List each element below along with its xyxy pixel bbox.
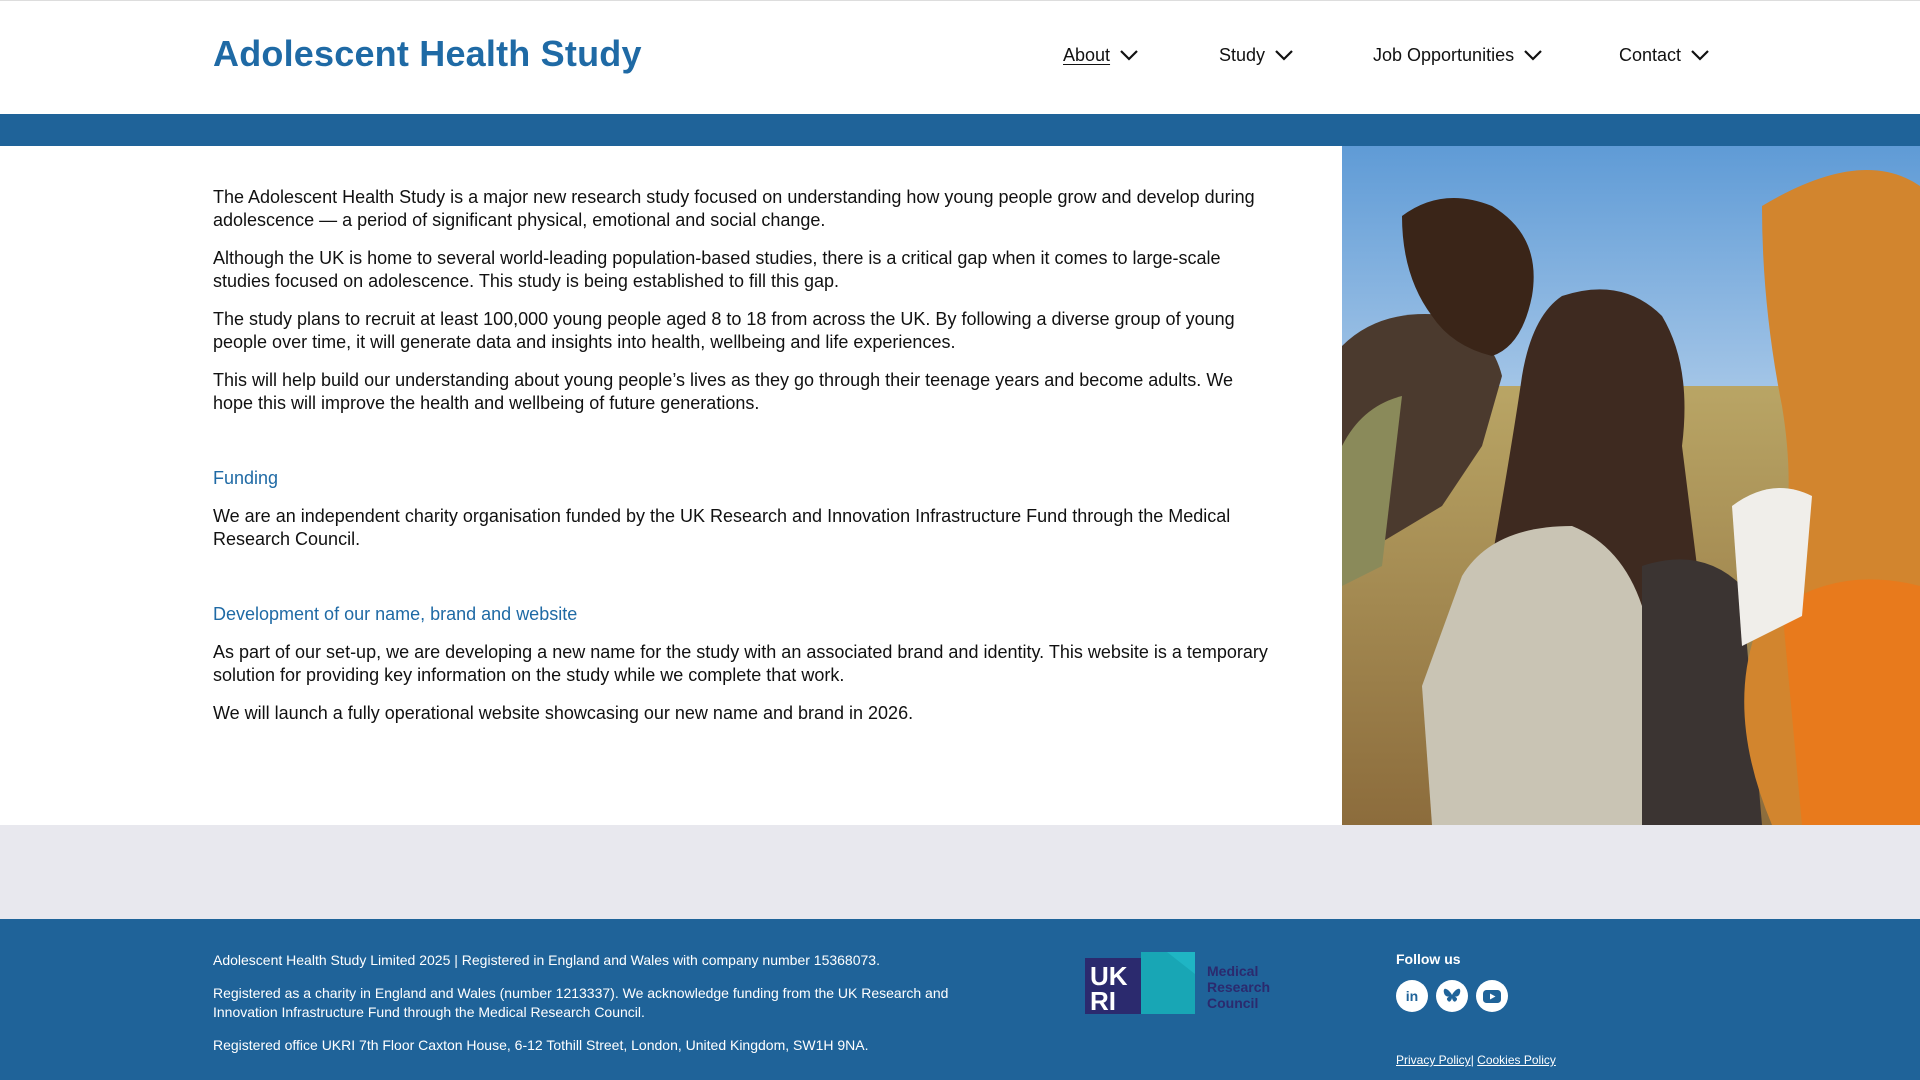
site-logo-link[interactable]: Adolescent Health Study [213,33,642,74]
development-paragraph-2: We will launch a fully operational website showcasing our new name and brand in 2026. [213,703,914,723]
nav-label-job-opportunities: Job Opportunities [1373,45,1515,65]
policy-separator: | [1470,1053,1474,1067]
footer-company-line: Adolescent Health Study Limited 2025 | Registered in England and Wales with company number 15368073. [213,952,880,968]
nav-label-about: About [1063,45,1111,65]
development-paragraph-1: As part of our set-up, we are developing a new name for the study with an associated brand and identity. This website is a temporary solution for providing key information on the study while we complete that work. [213,642,1268,685]
intro-paragraph-2: Although the UK is home to several world-leading population-based studies, there is a critical gap when it comes to large-scale studies focused on adolescence. This study is being established to fill this gap. [213,248,1221,291]
hero-photo [1342,146,1920,825]
intro-paragraph-1: The Adolescent Health Study is a major new research study focused on understanding how young people grow and develop during adolescence — a period of significant physical, emotional and social change. [213,187,1255,230]
footer-legal [213,951,973,1069]
header-band [0,114,1920,146]
privacy-policy-link[interactable]: Privacy Policy [1396,1053,1471,1067]
site-header [0,0,1920,114]
funding-heading: Funding [213,468,279,488]
funding-paragraph: We are an independent charity organisation funded by the UK Research and Innovation Infrastructure Fund through the Medical Research Council. [213,506,1231,549]
ukri-mark-line1: UK [1090,961,1128,991]
main-content [213,186,1273,740]
youtube-icon [1483,990,1501,1003]
main-nav [0,43,1920,73]
chevron-down-icon [1524,49,1542,61]
follow-title: Follow us [1396,951,1461,967]
ukri-mark-line2: RI [1090,986,1116,1016]
linkedin-link[interactable] [1396,980,1428,1012]
nav-item-job-opportunities[interactable] [1373,43,1542,67]
footer-address-line: Registered office UKRI 7th Floor Caxton House, 6-12 Tothill Street, London, United Kingdom, SW1H 9NA. [213,1037,869,1053]
nav-item-about[interactable] [1063,43,1138,67]
chevron-down-icon [1120,49,1138,61]
intro-paragraph-3: The study plans to recruit at least 100,000 young people aged 8 to 18 from across the UK. By following a diverse group of young people over time, it will generate data and insights into health, wellbeing and life experiences. [213,309,1235,352]
intro-paragraph-4: This will help build our understanding about young people’s lives as they go through their teenage years and become adults. We hope this will improve the health and wellbeing of future generations. [213,370,1233,413]
nav-item-study[interactable] [1219,43,1293,67]
bluesky-icon [1443,988,1461,1004]
ukri-mrc-logo [1085,952,1275,1016]
nav-item-contact[interactable] [1619,43,1709,67]
mrc-name-line3: Council [1207,995,1259,1011]
hero-photo-illustration [1342,146,1920,825]
mrc-name-line1: Medical [1207,963,1259,979]
follow-us [1396,951,1508,1012]
footer-policy-links [1396,1053,1556,1067]
footer-charity-line: Registered as a charity in England and Wales (number 1213337). We acknowledge funding from the UK Research and Innovation Infrastructure Fund through the Medical Research Council. [213,985,949,1020]
nav-label-contact: Contact [1619,45,1682,65]
development-heading: Development of our name, brand and website [213,604,578,624]
linkedin-icon: in [1405,988,1419,1004]
mrc-name-line2: Research [1207,979,1271,995]
grey-spacer-band [0,825,1920,919]
nav-label-study: Study [1219,45,1266,65]
cookies-policy-link[interactable]: Cookies Policy [1477,1053,1556,1067]
bluesky-link[interactable] [1436,980,1468,1012]
youtube-link[interactable] [1476,980,1508,1012]
chevron-down-icon [1691,49,1709,61]
site-footer [0,919,1920,1080]
chevron-down-icon [1275,49,1293,61]
social-links [1396,980,1508,1012]
